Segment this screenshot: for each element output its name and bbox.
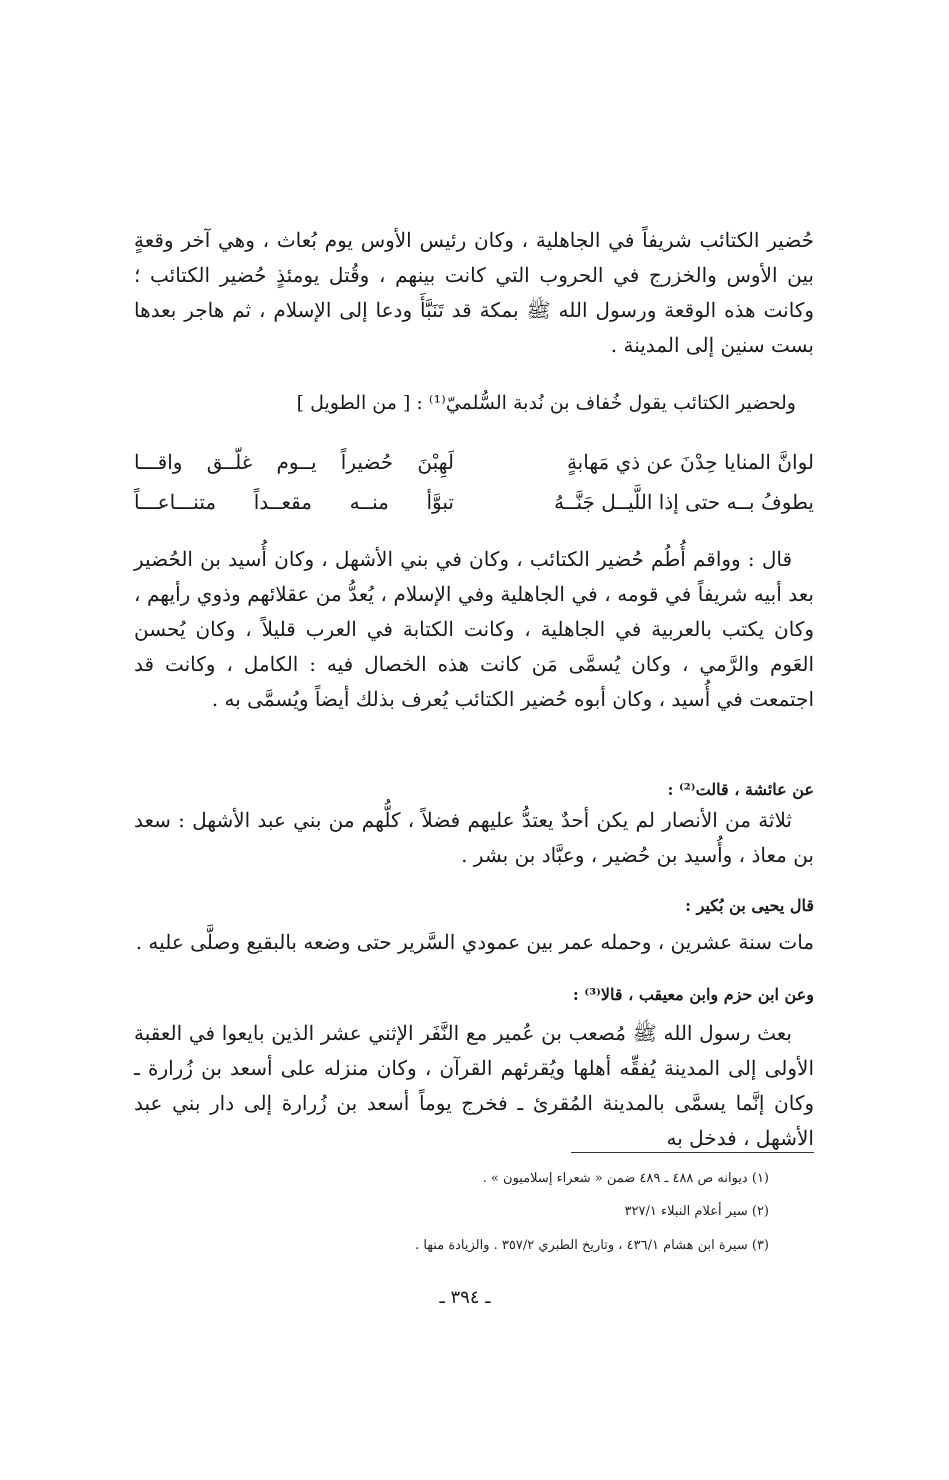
paragraph-hudair-history: حُضير الكتائب شريفاً في الجاهلية ، وكان رئيس الأوس يوم بُعاث ، وهي آخر وقعةٍ بين الأوس والخزرج في الحروب التي كانت بينهم ، وقُتل يومئذٍ حُضير الكتائب ؛ وكانت هذه الوقعة ورسول الله ﷺ بمكة قد تَنَبَّأَ ودعا إلى الإسلام ، ثم هاجر بعدها بست سنين إلى المدينة .: [134, 228, 814, 357]
paragraph-musab-mission: بعث رسول الله ﷺ مُصعب بن عُمير مع النَّفَر الإثني عشر الذين بايعوا في العقبة الأولى إلى المدينة يُفقِّه أهلها ويُقرئهم القرآن ، وكان منزله على أسعد بن زُرارة ـ وكان إنَّما يسمَّى بالمدينة المُقرئ ـ فخرج يوماً أسعد بن زُرارة إلى دار بني عبد الأشهل ، فدخل به: [134, 1021, 814, 1150]
footnote-2: (٢) سير أعلام النبلاء ٣٢٧/١: [624, 1204, 769, 1219]
verse-line-1: [134, 450, 814, 488]
verse-2-second-hemistich: تبوَّأ منــه مقعــداً متنـــاعـــاً: [134, 490, 454, 514]
footnote-3: (٣) سيرة ابن هشام ٤٣٦/١ ، وتاريخ الطبري ٣٥٧/٢ . والزيادة منها .: [415, 1238, 769, 1253]
narration-heading-yahya: قال يحيى بن بُكير :: [685, 896, 814, 915]
verse-introduction: ولحضير الكتائب يقول خُفاف بن نُدبة السُّلميّ⁽¹⁾ : [ من الطويل ]: [296, 392, 796, 414]
verse-1-first-hemistich: لوانَّ المنايا حِدْنَ عن ذي مَهابةٍ: [566, 450, 814, 474]
paragraph-death: مات سنة عشرين ، وحمله عمر بين عمودي السَّرير حتى وضعه بالبقيع وصلَّى عليه .: [135, 930, 814, 954]
paragraph-three-ansar: ثلاثة من الأنصار لم يكن أحدٌ يعتدُّ عليهم فضلاً ، كلُّهم من بني عبد الأشهل : سعد بن معاذ ، وأُسيد بن حُضير ، وعبَّاد بن بشر .: [134, 808, 814, 867]
paragraph-usaid-description: قال : وواقم أُطُم حُضير الكتائب ، وكان في بني الأشهل ، وكان أُسيد بن الحُضير بعد أبيه شريفاً في قومه ، في الجاهلية وفي الإسلام ، يُعدُّ من عقلائهم وذوي رأيهم ، وكان يكتب بالعربية في الجاهلية ، وكانت الكتابة في العرب قليلاً ، وكان يُحسن العَوم والرَّمي ، وكان يُسمَّى مَن كانت هذه الخصال فيه : الكامل ، وكانت قد اجتمعت في أُسيد ، وكان أبوه حُضير الكتائب يُعرف بذلك أيضاً ويُسمَّى به .: [134, 547, 814, 711]
verse-1-second-hemistich: لَهِبْنَ حُضيراً يــوم غلّــق واقـــا: [134, 450, 454, 474]
narration-heading-ibn-hazm: وعن ابن حزم وابن معيقب ، قالا⁽³⁾ :: [572, 985, 814, 1004]
narration-heading-aisha: عن عائشة ، قالت⁽²⁾ :: [667, 780, 814, 799]
verse-line-2: [134, 490, 814, 528]
page-number: ـ ٣٩٤ ـ: [439, 1287, 491, 1308]
footnote-1: (١) ديوانه ص ٤٨٨ ـ ٤٨٩ ضمن « شعراء إسلاميون » .: [482, 1171, 769, 1186]
verse-2-first-hemistich: يطوفُ بــه حتى إذا اللَّيــل جَنَّــهُ: [554, 490, 814, 514]
footnote-separator: [571, 1152, 814, 1153]
